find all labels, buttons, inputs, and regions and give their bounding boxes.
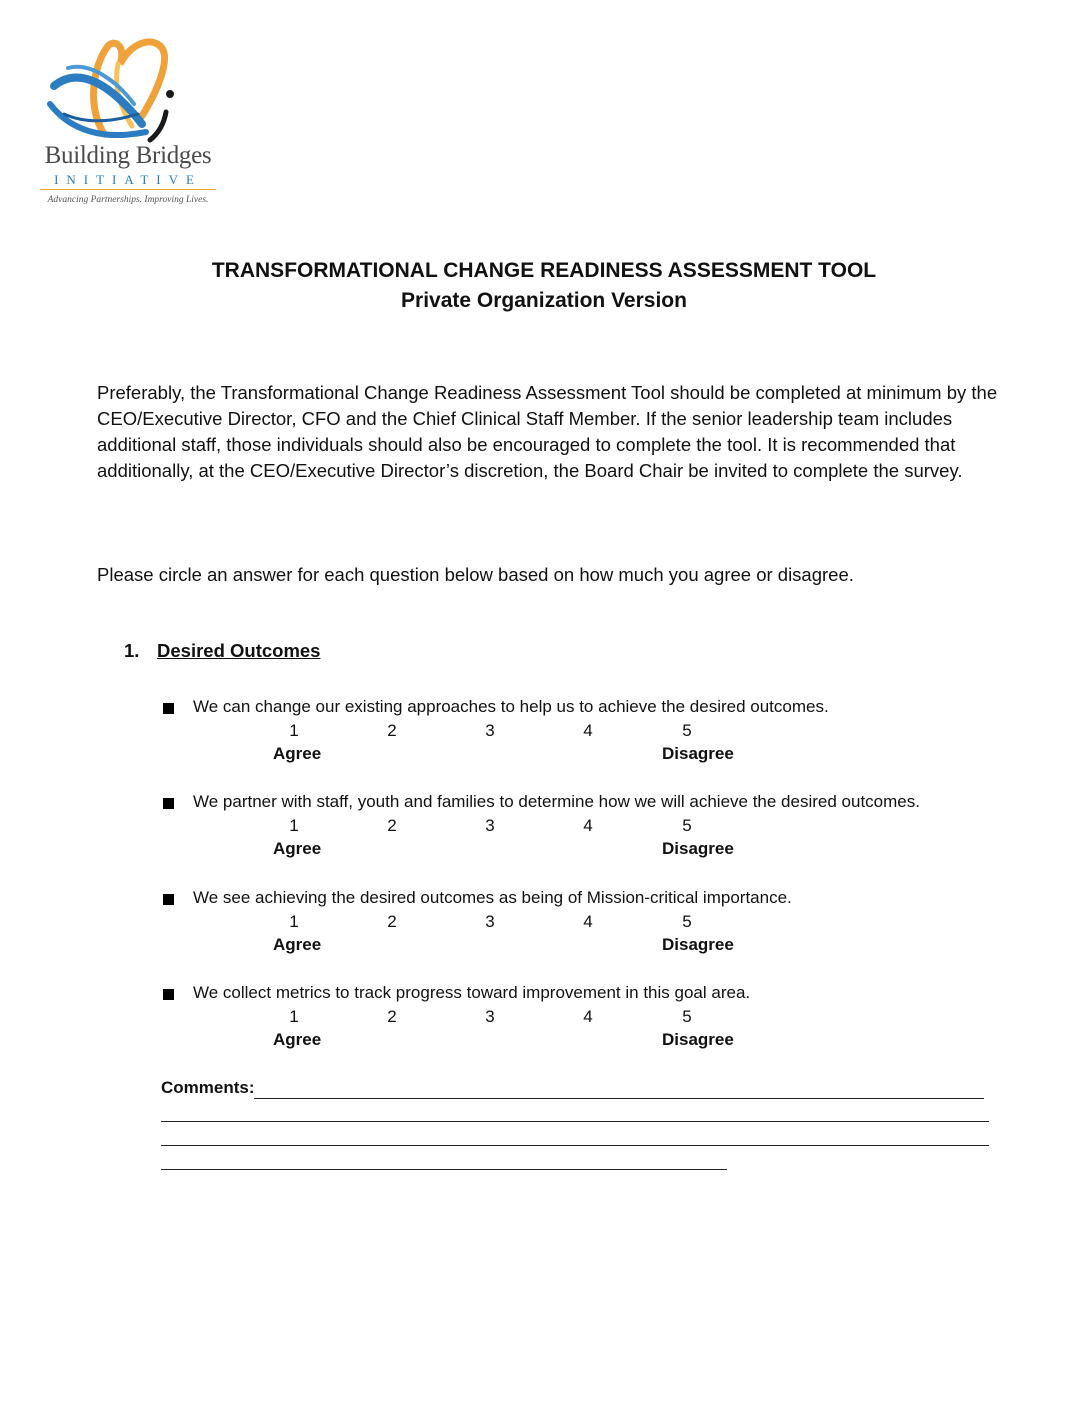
intro-paragraph: Preferably, the Transformational Change Readiness Assessment Tool should be completed at minimum by the CEO/Executive Director, CFO and the Chief Clinical Staff Member. If the senior leadership team includes additional staff, those individuals should also be encouraged to complete the tool. It is recommended that additionally, at the CEO/Executive Director’s discretion, the Board Chair be invited to complete the survey. [97,382,998,481]
rating-option-3[interactable]: 3 [485,816,495,835]
rating-option-5[interactable]: 5 [682,1007,692,1026]
question-text: We collect metrics to track progress toward improvement in this goal area. [193,983,751,1002]
rating-option-2[interactable]: 2 [387,721,397,740]
agree-label: Agree [273,744,322,763]
square-bullet-icon [163,703,174,714]
instruction-paragraph: Please circle an answer for each question below based on how much you agree or disagree. [97,564,854,585]
rating-option-5[interactable]: 5 [682,721,692,740]
rating-option-2[interactable]: 2 [387,1007,397,1026]
disagree-label: Disagree [662,839,734,858]
logo-tagline: Advancing Partnerships. Improving Lives. [47,195,209,205]
square-bullet-icon [163,894,174,905]
rating-option-3[interactable]: 3 [485,1007,495,1026]
question-item [0,792,1088,885]
logo-initiative: INITIATIVE [54,172,202,187]
rating-option-4[interactable]: 4 [583,1007,593,1026]
building-bridges-logo [36,34,226,219]
comments-line[interactable] [254,1098,984,1099]
document-subtitle: Private Organization Version [401,289,687,312]
section-number: 1. [124,640,140,661]
rating-option-2[interactable]: 2 [387,912,397,931]
agree-label: Agree [273,1030,322,1049]
question-text: We see achieving the desired outcomes as being of Mission-critical importance. [193,888,792,907]
comments-line[interactable] [161,1121,989,1122]
question-text: We can change our existing approaches to help us to achieve the desired outcomes. [193,697,829,716]
agree-label: Agree [273,839,322,858]
document-title: TRANSFORMATIONAL CHANGE READINESS ASSESSMENT TOOL [211,259,877,282]
rating-option-4[interactable]: 4 [583,721,593,740]
question-item [0,983,1088,1076]
rating-option-2[interactable]: 2 [387,816,397,835]
logo-divider [40,189,216,190]
logo-name: Building Bridges [44,142,212,169]
rating-option-4[interactable]: 4 [583,816,593,835]
square-bullet-icon [163,798,174,809]
rating-option-5[interactable]: 5 [682,912,692,931]
disagree-label: Disagree [662,1030,734,1049]
question-item [0,888,1088,981]
rating-option-1[interactable]: 1 [289,816,299,835]
rating-option-4[interactable]: 4 [583,912,593,931]
rating-option-1[interactable]: 1 [289,912,299,931]
comments-line[interactable] [161,1169,727,1170]
rating-option-3[interactable]: 3 [485,912,495,931]
question-item [0,697,1088,790]
comments-label: Comments: [161,1078,255,1097]
agree-label: Agree [273,935,322,954]
question-text: We partner with staff, youth and families to determine how we will achieve the desired outcomes. [193,792,920,811]
square-bullet-icon [163,989,174,1000]
rating-option-1[interactable]: 1 [289,721,299,740]
section-title: Desired Outcomes [157,640,321,661]
disagree-label: Disagree [662,744,734,763]
rating-option-5[interactable]: 5 [682,816,692,835]
rating-option-1[interactable]: 1 [289,1007,299,1026]
comments-line[interactable] [161,1145,989,1146]
rating-option-3[interactable]: 3 [485,721,495,740]
disagree-label: Disagree [662,935,734,954]
butterfly-logo-icon [46,34,196,146]
